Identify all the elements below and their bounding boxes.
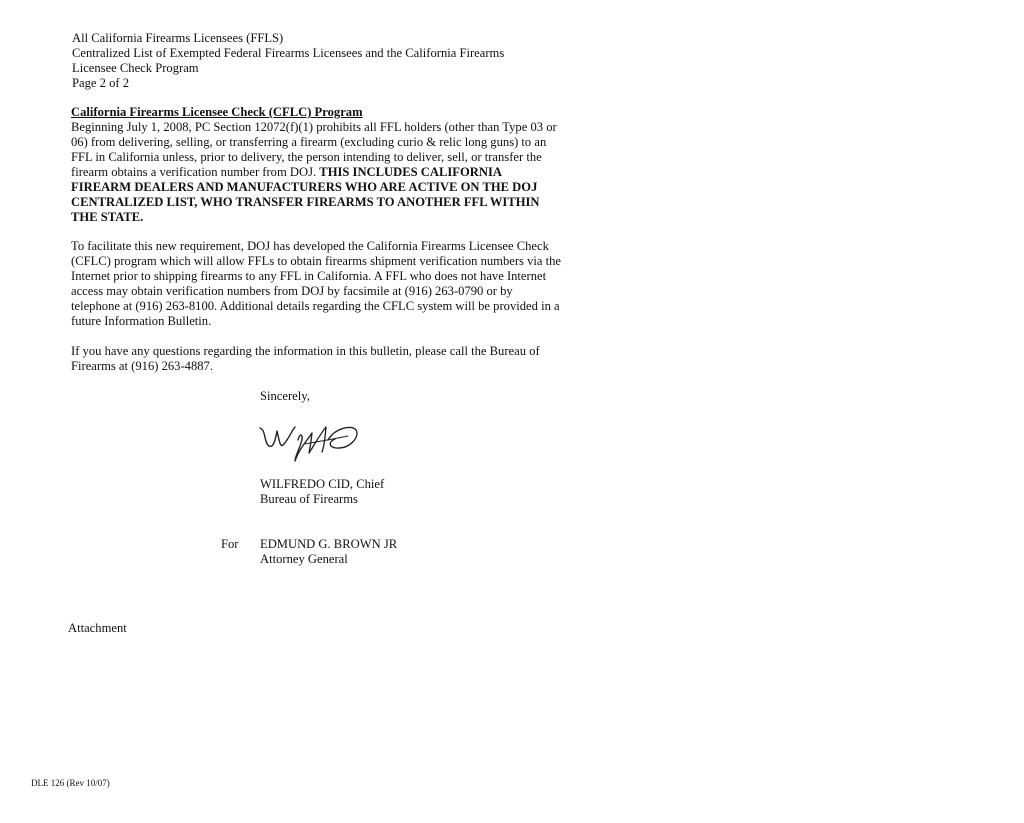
paragraph-1-line-1: Beginning July 1, 2008, PC Section 12072(f)(1) prohibits all FFL holders (other than Type 03 or — [71, 120, 557, 134]
closing-salutation: Sincerely, — [260, 389, 310, 403]
section-title: California Firearms Licensee Check (CFLC) Program — [71, 105, 363, 119]
paragraph-1-line-4-normal: firearm obtains a verification number from DOJ. — [71, 165, 320, 179]
letter-header — [72, 31, 504, 91]
paragraph-2-line-4: access may obtain verification numbers from DOJ by facsimile at (916) 263-0790 or by — [71, 284, 513, 298]
paragraph-2-line-6: future Information Bulletin. — [71, 314, 212, 328]
paragraph-3-line-2: Firearms at (916) 263-4887. — [71, 359, 213, 373]
paragraph-1-line-4-bold: THIS INCLUDES CALIFORNIA — [319, 165, 502, 179]
paragraph-2-line-2: (CFLC) program which will allow FFLs to obtain firearms shipment verification numbers via the — [71, 254, 562, 268]
paragraph-1-line-7: THE STATE. — [71, 210, 144, 224]
header-line-3: Licensee Check Program — [72, 61, 199, 75]
attorney-general-title: Attorney General — [260, 552, 348, 566]
attorney-general-name: EDMUND G. BROWN JR — [260, 537, 398, 551]
header-line-1: All California Firearms Licensees (FFLS) — [72, 31, 284, 45]
paragraph-1-line-6: CENTRALIZED LIST, WHO TRANSFER FIREARMS TO ANOTHER FFL WITHIN — [71, 195, 540, 209]
paragraph-2-line-1: To facilitate this new requirement, DOJ has developed the California Firearms Licensee Check — [71, 239, 549, 253]
attachment-label: Attachment — [68, 621, 127, 635]
paragraph-3-line-1: If you have any questions regarding the information in this bulletin, please call the Bureau of — [71, 344, 540, 358]
for-label: For — [221, 537, 239, 551]
paragraph-1-line-3: FFL in California unless, prior to delivery, the person intending to deliver, sell, or transfer the — [71, 150, 542, 164]
paragraph-2-line-3: Internet prior to shipping firearms to any FFL in California. A FFL who does not have Internet — [71, 269, 547, 283]
paragraph-cflc-program — [71, 239, 561, 329]
signer-block — [260, 477, 384, 507]
header-line-2: Centralized List of Exempted Federal Firearms Licensees and the California Firearms — [72, 46, 505, 60]
paragraph-1-line-4 — [71, 165, 557, 180]
paragraph-program-requirement — [71, 120, 557, 225]
paragraph-contact — [71, 344, 540, 374]
paragraph-1-line-5: FIREARM DEALERS AND MANUFACTURERS WHO ARE ACTIVE ON THE DOJ — [71, 180, 538, 194]
signer-name: WILFREDO CID, Chief — [260, 477, 385, 491]
paragraph-1-line-2: 06) from delivering, selling, or transferring a firearm (excluding curio & relic long guns) to an — [71, 135, 547, 149]
paragraph-2-line-5: telephone at (916) 263-8100. Additional details regarding the CFLC system will be provided in a — [71, 299, 560, 313]
header-page-number: Page 2 of 2 — [72, 76, 130, 90]
attorney-general-block — [260, 537, 397, 567]
signer-title: Bureau of Firearms — [260, 492, 358, 506]
handwritten-signature — [252, 415, 364, 463]
form-revision-footer: DLE 126 (Rev 10/07) — [31, 778, 110, 788]
